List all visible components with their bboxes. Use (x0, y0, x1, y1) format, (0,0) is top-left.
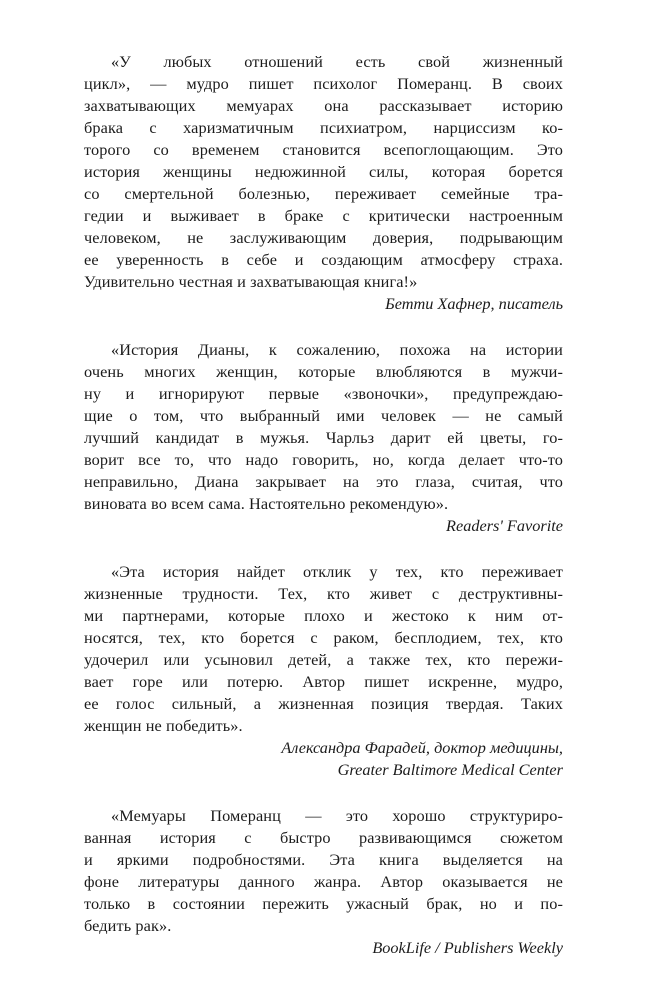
quote-line: человеком, не заслуживающим доверия, подрывающим (84, 228, 563, 247)
quote-line: вает горе или потерю. Автор пишет искренне, мудро, (84, 672, 563, 691)
quote-line: «История Дианы, к сожалению, похожа на истории (111, 340, 563, 359)
quote-line: очень многих женщин, которые влюбляются в мужчи- (84, 362, 563, 381)
quote-block-1 (84, 51, 563, 315)
quote-line: удочерил или усыновил детей, а также тех, кто пережи- (84, 650, 563, 669)
quote-block-2 (84, 339, 563, 537)
quote-line: бедить рак». (84, 916, 172, 935)
quote-attribution: Readers' Favorite (446, 516, 563, 535)
quote-line: только в состоянии пережить ужасный брак, но и по- (84, 894, 563, 913)
quote-block-3 (84, 561, 563, 781)
quote-line: Удивительно честная и захватывающая книга!» (84, 272, 418, 291)
quote-line: захватывающих мемуарах она рассказывает историю (84, 96, 563, 115)
quote-line: гедии и выживает в браке с критически настроенным (84, 206, 563, 225)
quote-line: цикл», — мудро пишет психолог Померанц. В своих (84, 74, 563, 93)
quote-line: ванная история с быстро развивающимся сюжетом (84, 828, 563, 847)
quote-line: лучший кандидат в мужья. Чарльз дарит ей цветы, го- (84, 428, 563, 447)
quote-line: ее голос сильный, а жизненная позиция твердая. Таких (84, 694, 563, 713)
quote-attribution: BookLife / Publishers Weekly (372, 938, 563, 957)
quote-line: история женщины недюжинной силы, которая борется (84, 162, 563, 181)
quote-line: и яркими подробностями. Эта книга выделяется на (84, 850, 563, 869)
quote-line: со смертельной болезнью, переживает семейные тра- (84, 184, 563, 203)
quote-line: женщин не победить». (84, 716, 243, 735)
quote-attribution: Greater Baltimore Medical Center (337, 760, 563, 779)
quote-line: жизненные трудности. Тех, кто живет с деструктивны- (84, 584, 563, 603)
quote-attribution: Бетти Хафнер, писатель (385, 294, 563, 313)
quote-line: «Эта история найдет отклик у тех, кто переживает (111, 562, 563, 581)
quote-line: брака с харизматичным психиатром, нарциссизм ко- (84, 118, 563, 137)
quote-line: торого со временем становится всепоглощающим. Это (84, 140, 563, 159)
quote-line: «У любых отношений есть свой жизненный (111, 52, 563, 71)
quote-line: «Мемуары Померанц — это хорошо структуриро- (111, 806, 563, 825)
quote-line: виновата во всем сама. Настоятельно рекомендую». (84, 494, 449, 513)
quote-line: ворит все то, что надо говорить, но, когда делает что-то (84, 450, 563, 469)
quote-line: щие о том, что выбранный ими человек — не самый (84, 406, 563, 425)
quote-attribution: Александра Фарадей, доктор медицины, (281, 738, 563, 757)
quote-line: ну и игнорируют первые «звоночки», предупреждаю- (84, 384, 563, 403)
quote-line: носятся, тех, кто борется с раком, бесплодием, тех, кто (84, 628, 563, 647)
quote-line: ми партнерами, которые плохо и жестоко к ним от- (84, 606, 563, 625)
quote-line: фоне литературы данного жанра. Автор оказывается не (84, 872, 563, 891)
quote-line: ее уверенность в себе и создающим атмосферу страха. (84, 250, 563, 269)
quote-line: неправильно, Диана закрывает на это глаза, считая, что (84, 472, 563, 491)
quote-block-4 (84, 805, 563, 959)
